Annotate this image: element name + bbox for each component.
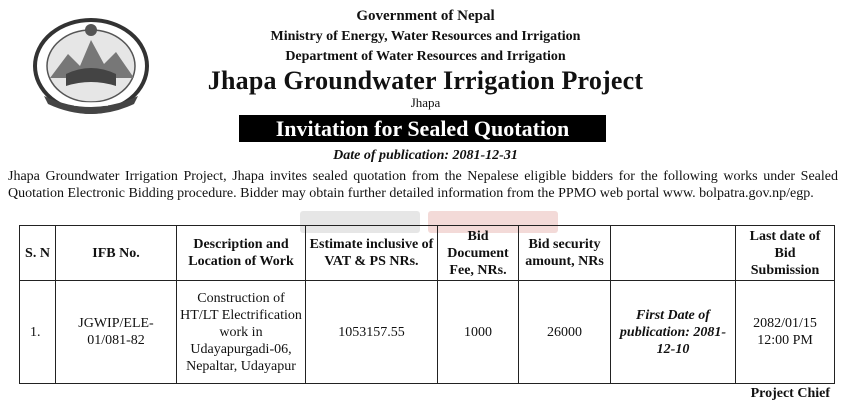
cell-sn: 1. <box>20 281 56 384</box>
cell-description: Construction of HT/LT Electrification work in Udayapurgadi-06, Nepaltar, Udayapur <box>177 281 306 384</box>
notice-banner: Invitation for Sealed Quotation <box>239 115 606 142</box>
cell-ifb: JGWIP/ELE-01/081-82 <box>56 281 177 384</box>
deadline-time: 12:00 PM <box>757 333 813 348</box>
publication-date: Date of publication: 2081-12-31 <box>333 148 518 163</box>
table-row <box>20 281 835 384</box>
header-bid-fee: Bid Document Fee, NRs. <box>438 226 519 281</box>
cell-first-date: First Date of publication: 2081-12-10 <box>611 281 736 384</box>
header-blank <box>611 226 736 281</box>
header-sn: S. N <box>20 226 56 281</box>
cell-security: 26000 <box>519 281 611 384</box>
cell-bid-fee: 1000 <box>438 281 519 384</box>
header-estimate: Estimate inclusive of VAT & PS NRs. <box>306 226 438 281</box>
signoff: Project Chief <box>750 386 830 401</box>
deadline-date: 2082/01/15 <box>753 316 817 331</box>
bid-table <box>19 225 835 384</box>
cell-estimate: 1053157.55 <box>306 281 438 384</box>
government-title: Government of Nepal <box>356 8 495 24</box>
intro-paragraph: Jhapa Groundwater Irrigation Project, Jhapa invites sealed quotation from the Nepalese eligible bidders for the following works under Sealed Quotation Electronic Bidding procedure. Bidder may obtain further detailed information from the PPMO web portal www. bolpatra.gov.np/egp. <box>8 169 838 201</box>
header-deadline: Last date of Bid Submission <box>736 226 835 281</box>
cell-deadline <box>736 281 835 384</box>
header-description: Description and Location of Work <box>177 226 306 281</box>
header-security: Bid security amount, NRs <box>519 226 611 281</box>
header-ifb: IFB No. <box>56 226 177 281</box>
district-label: Jhapa <box>410 95 441 110</box>
ministry-title: Ministry of Energy, Water Resources and Irrigation <box>270 29 581 44</box>
table-header-row <box>20 226 835 281</box>
project-title: Jhapa Groundwater Irrigation Project <box>207 66 644 95</box>
department-title: Department of Water Resources and Irrigation <box>285 49 566 64</box>
